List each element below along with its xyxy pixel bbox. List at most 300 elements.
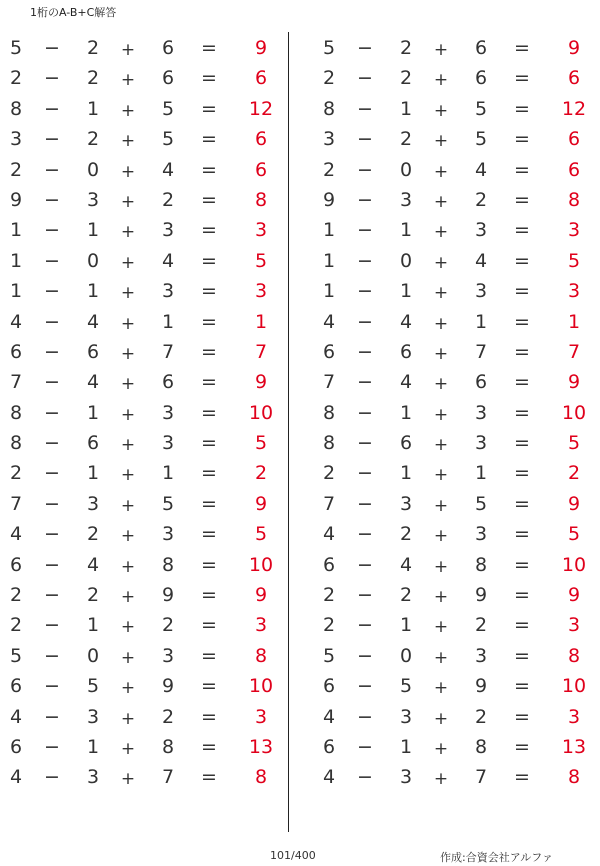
answer: 2 (254, 462, 268, 485)
equals-sign: = (201, 523, 217, 546)
equals-sign: = (514, 735, 530, 758)
minus-sign: − (357, 766, 373, 789)
operand-a: 6 (9, 735, 23, 758)
equals-sign: = (514, 584, 530, 607)
answer: 10 (248, 553, 274, 576)
answer: 3 (567, 705, 581, 728)
operand-b: 1 (399, 280, 413, 303)
answer: 3 (254, 614, 268, 637)
operand-b: 2 (86, 523, 100, 546)
operand-a: 1 (9, 219, 23, 242)
equals-sign: = (514, 310, 530, 333)
equals-sign: = (514, 553, 530, 576)
answer: 13 (561, 735, 587, 758)
operand-b: 1 (399, 401, 413, 424)
operand-c: 6 (474, 37, 488, 59)
operand-c: 6 (161, 37, 175, 59)
answer: 8 (567, 766, 581, 789)
problem-row (313, 94, 600, 124)
answer: 6 (567, 158, 581, 181)
problem-row (0, 63, 290, 93)
operand-a: 1 (9, 280, 23, 303)
operand-c: 7 (161, 340, 175, 363)
operand-a: 6 (9, 675, 23, 698)
equals-sign: = (514, 67, 530, 90)
equals-sign: = (514, 492, 530, 515)
problem-row (313, 155, 600, 185)
minus-sign: − (44, 280, 60, 303)
answer: 9 (254, 492, 268, 515)
operand-a: 4 (9, 705, 23, 728)
minus-sign: − (44, 766, 60, 789)
problem-row (0, 428, 290, 458)
plus-sign: + (120, 40, 136, 60)
equals-sign: = (201, 188, 217, 211)
minus-sign: − (44, 371, 60, 394)
operand-b: 1 (86, 280, 100, 303)
problem-row (313, 63, 600, 93)
minus-sign: − (44, 310, 60, 333)
plus-sign: + (120, 252, 136, 273)
operand-a: 2 (9, 158, 23, 181)
equals-sign: = (201, 401, 217, 424)
minus-sign: − (44, 340, 60, 363)
plus-sign: + (120, 708, 136, 729)
problem-row (313, 489, 600, 519)
problem-row (313, 580, 600, 610)
operand-a: 4 (322, 705, 336, 728)
plus-sign: + (433, 161, 449, 182)
plus-sign: + (120, 374, 136, 395)
problem-row (313, 307, 600, 337)
answer: 3 (254, 280, 268, 303)
operand-b: 3 (86, 492, 100, 515)
minus-sign: − (357, 128, 373, 151)
equals-sign: = (201, 705, 217, 728)
equals-sign: = (201, 766, 217, 789)
operand-b: 1 (86, 614, 100, 637)
problem-row (313, 458, 600, 488)
operand-c: 8 (474, 553, 488, 576)
problem-row (313, 732, 600, 762)
answer: 7 (254, 340, 268, 363)
problem-row (0, 641, 290, 671)
operand-c: 2 (161, 614, 175, 637)
plus-sign: + (120, 738, 136, 759)
operand-a: 4 (9, 523, 23, 546)
equals-sign: = (201, 675, 217, 698)
operand-c: 8 (161, 735, 175, 758)
problem-row (313, 641, 600, 671)
problem-row (0, 732, 290, 762)
plus-sign: + (433, 435, 449, 456)
minus-sign: − (357, 158, 373, 181)
operand-c: 4 (161, 249, 175, 272)
operand-c: 9 (474, 675, 488, 698)
equals-sign: = (201, 249, 217, 272)
minus-sign: − (357, 432, 373, 455)
operand-b: 6 (399, 340, 413, 363)
operand-b: 2 (86, 67, 100, 90)
plus-sign: + (433, 404, 449, 425)
answer: 8 (567, 644, 581, 667)
operand-b: 0 (86, 158, 100, 181)
equals-sign: = (514, 644, 530, 667)
plus-sign: + (433, 678, 449, 699)
problem-row (0, 185, 290, 215)
operand-a: 8 (9, 97, 23, 120)
plus-sign: + (120, 313, 136, 334)
plus-sign: + (120, 769, 136, 790)
operand-c: 3 (161, 219, 175, 242)
minus-sign: − (357, 644, 373, 667)
operand-b: 2 (399, 523, 413, 546)
problem-row (0, 519, 290, 549)
plus-sign: + (433, 769, 449, 790)
problem-row (0, 215, 290, 245)
plus-sign: + (120, 131, 136, 152)
plus-sign: + (433, 40, 449, 60)
operand-b: 2 (399, 67, 413, 90)
equals-sign: = (201, 462, 217, 485)
answer: 6 (254, 158, 268, 181)
operand-c: 5 (161, 492, 175, 515)
minus-sign: − (44, 705, 60, 728)
plus-sign: + (120, 161, 136, 182)
operand-c: 3 (161, 523, 175, 546)
operand-a: 6 (322, 675, 336, 698)
equals-sign: = (201, 492, 217, 515)
operand-c: 3 (474, 432, 488, 455)
minus-sign: − (357, 219, 373, 242)
problem-row (0, 550, 290, 580)
page-number: 101/400 (270, 849, 316, 862)
answer: 10 (248, 401, 274, 424)
plus-sign: + (433, 647, 449, 668)
problem-row (0, 610, 290, 640)
plus-sign: + (433, 617, 449, 638)
answer: 6 (567, 128, 581, 151)
problem-row (0, 307, 290, 337)
operand-c: 3 (474, 523, 488, 546)
minus-sign: − (44, 614, 60, 637)
answer: 2 (567, 462, 581, 485)
operand-a: 8 (322, 97, 336, 120)
page-title: 1桁のA-B+C解答 (30, 6, 117, 19)
operand-b: 1 (399, 614, 413, 637)
minus-sign: − (44, 67, 60, 90)
operand-a: 9 (9, 188, 23, 211)
answer: 9 (567, 37, 581, 59)
operand-c: 7 (161, 766, 175, 789)
operand-c: 3 (474, 401, 488, 424)
equals-sign: = (201, 644, 217, 667)
minus-sign: − (357, 584, 373, 607)
problem-row (313, 124, 600, 154)
operand-c: 6 (161, 371, 175, 394)
operand-a: 8 (9, 401, 23, 424)
operand-b: 5 (86, 675, 100, 698)
answer: 13 (248, 735, 274, 758)
problem-row (313, 428, 600, 458)
plus-sign: + (120, 465, 136, 486)
operand-c: 4 (474, 158, 488, 181)
operand-c: 9 (161, 584, 175, 607)
plus-sign: + (433, 191, 449, 212)
operand-a: 2 (322, 614, 336, 637)
operand-b: 1 (86, 462, 100, 485)
equals-sign: = (201, 553, 217, 576)
operand-b: 6 (86, 432, 100, 455)
problem-row (313, 398, 600, 428)
equals-sign: = (201, 432, 217, 455)
operand-b: 2 (86, 37, 100, 59)
operand-c: 3 (161, 280, 175, 303)
plus-sign: + (433, 222, 449, 243)
minus-sign: − (357, 523, 373, 546)
operand-b: 0 (399, 249, 413, 272)
minus-sign: − (44, 492, 60, 515)
operand-a: 5 (9, 644, 23, 667)
problem-row (313, 519, 600, 549)
problem-row (0, 489, 290, 519)
credit-text: 作成:合資会社アルファ (440, 851, 554, 864)
operand-c: 2 (474, 614, 488, 637)
operand-c: 5 (474, 97, 488, 120)
operand-c: 5 (474, 492, 488, 515)
answer: 9 (567, 371, 581, 394)
plus-sign: + (433, 131, 449, 152)
answer: 10 (561, 553, 587, 576)
plus-sign: + (433, 526, 449, 547)
operand-c: 6 (161, 67, 175, 90)
answer: 3 (567, 219, 581, 242)
answer: 8 (254, 766, 268, 789)
minus-sign: − (44, 219, 60, 242)
equals-sign: = (201, 310, 217, 333)
operand-a: 6 (322, 553, 336, 576)
answer: 5 (567, 432, 581, 455)
plus-sign: + (433, 587, 449, 608)
operand-b: 3 (399, 766, 413, 789)
operand-c: 2 (161, 705, 175, 728)
minus-sign: − (357, 705, 373, 728)
equals-sign: = (514, 401, 530, 424)
operand-c: 1 (474, 310, 488, 333)
operand-b: 2 (399, 128, 413, 151)
equals-sign: = (514, 188, 530, 211)
operand-a: 4 (322, 523, 336, 546)
plus-sign: + (120, 495, 136, 516)
plus-sign: + (120, 678, 136, 699)
operand-c: 4 (161, 158, 175, 181)
operand-b: 0 (399, 158, 413, 181)
operand-c: 8 (474, 735, 488, 758)
minus-sign: − (357, 340, 373, 363)
minus-sign: − (44, 249, 60, 272)
operand-b: 1 (86, 97, 100, 120)
operand-a: 8 (322, 401, 336, 424)
operand-c: 7 (474, 340, 488, 363)
problem-row (0, 337, 290, 367)
equals-sign: = (514, 219, 530, 242)
minus-sign: − (44, 584, 60, 607)
plus-sign: + (433, 708, 449, 729)
operand-c: 6 (474, 371, 488, 394)
plus-sign: + (120, 191, 136, 212)
answer: 3 (254, 705, 268, 728)
operand-a: 6 (9, 340, 23, 363)
problem-row (0, 398, 290, 428)
minus-sign: − (357, 310, 373, 333)
operand-c: 7 (474, 766, 488, 789)
minus-sign: − (357, 280, 373, 303)
answer: 5 (567, 249, 581, 272)
answer: 10 (561, 675, 587, 698)
problem-row (313, 367, 600, 397)
equals-sign: = (514, 766, 530, 789)
plus-sign: + (433, 252, 449, 273)
answer: 7 (567, 340, 581, 363)
answer: 3 (254, 219, 268, 242)
operand-b: 1 (399, 462, 413, 485)
answer: 6 (254, 67, 268, 90)
minus-sign: − (44, 128, 60, 151)
plus-sign: + (120, 222, 136, 243)
operand-c: 9 (161, 675, 175, 698)
operand-c: 3 (474, 644, 488, 667)
operand-a: 7 (322, 492, 336, 515)
minus-sign: − (357, 37, 373, 59)
operand-b: 0 (86, 644, 100, 667)
column-divider (288, 32, 289, 832)
operand-c: 1 (474, 462, 488, 485)
problem-row (0, 124, 290, 154)
answer: 10 (561, 401, 587, 424)
equals-sign: = (201, 219, 217, 242)
operand-b: 3 (399, 705, 413, 728)
problem-row (0, 155, 290, 185)
operand-c: 3 (161, 401, 175, 424)
operand-c: 2 (474, 188, 488, 211)
operand-c: 6 (474, 67, 488, 90)
answer: 8 (254, 188, 268, 211)
operand-b: 5 (399, 675, 413, 698)
plus-sign: + (433, 495, 449, 516)
operand-a: 2 (322, 462, 336, 485)
answer: 10 (248, 675, 274, 698)
left-column (0, 33, 290, 793)
equals-sign: = (201, 584, 217, 607)
operand-b: 6 (86, 340, 100, 363)
operand-a: 2 (322, 67, 336, 90)
operand-a: 3 (9, 128, 23, 151)
operand-b: 1 (399, 97, 413, 120)
operand-a: 2 (9, 462, 23, 485)
plus-sign: + (433, 100, 449, 121)
minus-sign: − (44, 158, 60, 181)
operand-b: 3 (399, 188, 413, 211)
operand-a: 6 (322, 735, 336, 758)
plus-sign: + (433, 283, 449, 304)
equals-sign: = (514, 158, 530, 181)
problem-row (0, 276, 290, 306)
minus-sign: − (357, 67, 373, 90)
plus-sign: + (120, 556, 136, 577)
minus-sign: − (44, 462, 60, 485)
equals-sign: = (514, 249, 530, 272)
answer: 5 (254, 432, 268, 455)
operand-b: 3 (86, 766, 100, 789)
plus-sign: + (120, 343, 136, 364)
operand-b: 0 (86, 249, 100, 272)
plus-sign: + (120, 617, 136, 638)
operand-c: 5 (474, 128, 488, 151)
operand-b: 4 (399, 310, 413, 333)
operand-c: 2 (474, 705, 488, 728)
plus-sign: + (433, 556, 449, 577)
operand-b: 1 (399, 219, 413, 242)
operand-c: 5 (161, 128, 175, 151)
operand-b: 1 (86, 401, 100, 424)
operand-a: 8 (9, 432, 23, 455)
operand-b: 4 (86, 310, 100, 333)
operand-a: 2 (9, 67, 23, 90)
minus-sign: − (44, 188, 60, 211)
equals-sign: = (514, 614, 530, 637)
operand-b: 3 (86, 705, 100, 728)
operand-b: 2 (86, 584, 100, 607)
problem-row (0, 580, 290, 610)
answer: 1 (254, 310, 268, 333)
operand-c: 1 (161, 310, 175, 333)
operand-c: 3 (474, 219, 488, 242)
equals-sign: = (201, 340, 217, 363)
equals-sign: = (514, 675, 530, 698)
answer: 6 (254, 128, 268, 151)
plus-sign: + (120, 526, 136, 547)
problem-row (0, 671, 290, 701)
minus-sign: − (44, 553, 60, 576)
plus-sign: + (433, 70, 449, 91)
operand-a: 1 (322, 249, 336, 272)
problem-row (0, 458, 290, 488)
minus-sign: − (357, 492, 373, 515)
minus-sign: − (44, 432, 60, 455)
answer: 9 (567, 584, 581, 607)
equals-sign: = (201, 97, 217, 120)
right-column (313, 33, 600, 793)
operand-b: 2 (86, 128, 100, 151)
plus-sign: + (120, 283, 136, 304)
plus-sign: + (120, 587, 136, 608)
operand-b: 1 (86, 219, 100, 242)
equals-sign: = (201, 37, 217, 59)
operand-a: 5 (9, 37, 23, 59)
problem-row (0, 33, 290, 63)
operand-a: 2 (322, 158, 336, 181)
plus-sign: + (433, 465, 449, 486)
equals-sign: = (201, 735, 217, 758)
operand-a: 9 (322, 188, 336, 211)
operand-a: 2 (322, 584, 336, 607)
operand-b: 3 (86, 188, 100, 211)
operand-c: 3 (161, 644, 175, 667)
operand-a: 4 (322, 310, 336, 333)
equals-sign: = (514, 37, 530, 59)
plus-sign: + (120, 647, 136, 668)
answer: 1 (567, 310, 581, 333)
